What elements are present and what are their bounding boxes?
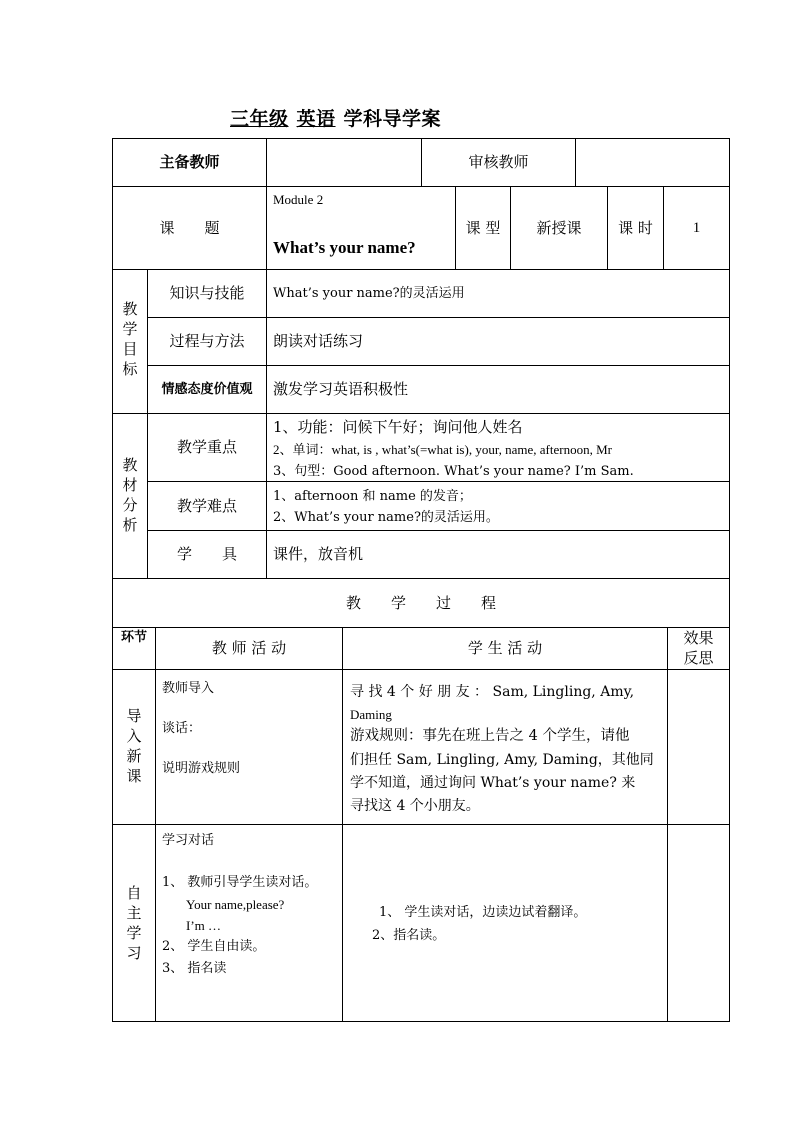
teacher-self-1: 学习对话 (162, 833, 215, 848)
student-intro-4: 们担任 Sam, Lingling, Amy, Daming，其他同 (350, 752, 654, 768)
teacher-self-3: Your name,please? (186, 897, 285, 912)
lesson-type-label: 课 型 (465, 219, 501, 237)
goal-label-attitude: 情感态度价值观 (161, 382, 253, 397)
title-grade: 三年级 (230, 108, 289, 130)
teacher-self-2: 1、 教师引导学生读对话。 (162, 875, 318, 890)
student-self-2: 2、指名读。 (372, 928, 446, 943)
goal-value-knowledge: What’s your name?的灵活运用 (273, 286, 465, 301)
lesson-title: What’s your name? (273, 238, 416, 257)
student-intro-6: 寻找这 4 个小朋友。 (350, 798, 480, 814)
stage-self-study: 自 主 学 习 (126, 884, 142, 962)
difficulty-1: 1、afternoon 和 name 的发音； (273, 489, 472, 504)
goals-section-label: 教 学 目 标 (122, 300, 138, 378)
teacher-intro-3: 说明游戏规则 (162, 761, 241, 776)
periods-value: 1 (692, 220, 701, 236)
analysis-section-label: 教 材 分 析 (122, 456, 138, 534)
tools-value: 课件，放音机 (273, 545, 364, 563)
key-point-1: 1、功能：问候下午好；询问他人姓名 (273, 418, 523, 436)
periods-label: 课 时 (618, 219, 653, 237)
lead-teacher-label: 主备教师 (159, 153, 220, 171)
document-title (230, 104, 441, 131)
teacher-intro-2: 谈话： (162, 721, 202, 736)
lesson-type-value: 新授课 (536, 219, 582, 237)
teacher-self-5: 2、 学生自由读。 (162, 939, 266, 954)
col-student-header: 学 生 活 动 (467, 639, 543, 657)
difficulty-2: 2、What’s your name?的灵活运用。 (273, 510, 499, 525)
teacher-intro-1: 教师导入 (162, 681, 215, 696)
key-point-3: 3、句型：Good afternoon. What’s your name? I’m Sam. (273, 464, 634, 479)
col-teacher-header: 教 师 活 动 (211, 639, 287, 657)
key-point-2: 2、单词：what, is , what’s(=what is), your, name, afternoon, Mr (273, 442, 612, 457)
goal-value-process: 朗读对话练习 (273, 332, 364, 350)
process-title: 教 学 过 程 (345, 594, 496, 612)
stage-intro: 导 入 新 课 (126, 707, 142, 785)
goal-value-attitude: 激发学习英语积极性 (273, 380, 409, 398)
student-intro-3: 游戏规则：事先在班上告之 4 个学生，请他 (350, 728, 630, 744)
col-stage-header: 环节 (120, 630, 147, 645)
reviewer-label: 审核教师 (468, 153, 529, 171)
tools-label: 学 具 (176, 545, 237, 563)
student-intro-5: 学不知道，通过询问 What’s your name? 来 (350, 775, 636, 791)
topic-label: 课 题 (159, 219, 220, 237)
student-intro-1: 寻 找 4 个 好 朋 友 ： Sam, Lingling, Amy, (350, 684, 635, 700)
teacher-self-6: 3、 指名读 (162, 961, 227, 976)
key-points-label: 教学重点 (176, 438, 237, 456)
col-effect-header: 效果反思 (683, 629, 714, 667)
difficulty-label: 教学难点 (176, 497, 237, 515)
student-intro-2: Daming (350, 707, 392, 722)
student-self-1: 1、 学生读对话，边读边试着翻译。 (379, 905, 587, 920)
title-subject: 英语 (296, 108, 336, 130)
teacher-self-4: I’m … (186, 918, 222, 933)
title-rest: 学科导学案 (343, 108, 442, 130)
goal-label-process: 过程与方法 (169, 332, 245, 350)
goal-label-knowledge: 知识与技能 (169, 284, 245, 302)
module-name: Module 2 (273, 192, 324, 207)
